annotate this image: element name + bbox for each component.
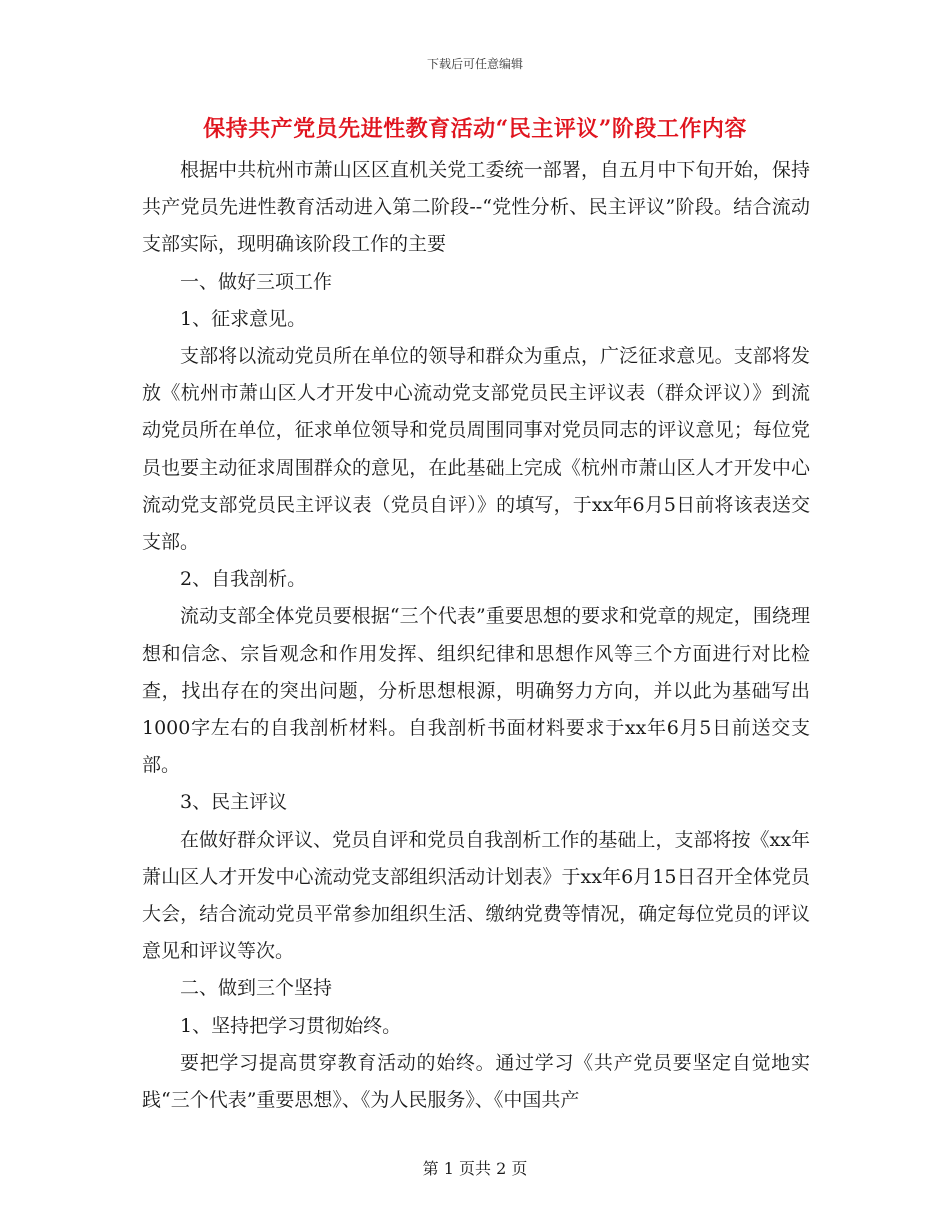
section-heading: 二、做到三个坚持 bbox=[180, 977, 333, 1000]
subsection-heading: 1、征求意见。 bbox=[180, 307, 307, 330]
page-footer: 第 1 页共 2 页 bbox=[422, 1159, 528, 1178]
paragraph: 支部将以流动党员所在单位的领导和群众为重点，广泛征求意见。支部将发放《杭州市萧山区人才开发中心流动党支部党员民主评议表（群众评议）》到流动党员所在单位，征求单位领导和党员周围同事对党员同志的评议意见；每位党员也要主动征求周围群众的意见，在此基础上完成《杭州市萧山区人才开发中心流动党支部党员民主评议表（党员自评）》的填写，于xx年6月5日前将该表送交支部。 bbox=[142, 345, 810, 554]
subsection-heading: 2、自我剖析。 bbox=[180, 568, 307, 591]
paragraph: 根据中共杭州市萧山区区直机关党工委统一部署，自五月中下旬开始，保持共产党员先进性教育活动进入第二阶段--“党性分析、民主评议”阶段。结合流动支部实际，现明确该阶段工作的主要 bbox=[142, 159, 810, 256]
subsection-heading: 3、民主评议 bbox=[180, 791, 288, 814]
paragraph: 要把学习提高贯穿教育活动的始终。通过学习《共产党员要坚定自觉地实践“三个代表”重要思想》、《为人民服务》、《中国共产 bbox=[142, 1051, 810, 1112]
document-body bbox=[142, 152, 810, 1119]
section-heading: 一、做好三项工作 bbox=[180, 270, 333, 293]
subsection-heading: 1、坚持把学习贯彻始终。 bbox=[180, 1014, 402, 1037]
header-note: 下载后可任意编辑 bbox=[426, 57, 523, 71]
paragraph: 在做好群众评议、党员自评和党员自我剖析工作的基础上，支部将按《xx年萧山区人才开发中心流动党支部组织活动计划表》于xx年6月15日召开全体党员大会，结合流动党员平常参加组织生活、缴纳党费等情况，确定每位党员的评议意见和评议等次。 bbox=[142, 828, 810, 963]
paragraph: 流动支部全体党员要根据“三个代表”重要思想的要求和党章的规定，围绕理想和信念、宗旨观念和作用发挥、组织纪律和思想作风等三个方面进行对比检查，找出存在的突出问题，分析思想根源，明确努力方向，并以此为基础写出1000字左右的自我剖析材料。自我剖析书面材料要求于xx年6月5日前送交支部。 bbox=[142, 605, 810, 777]
document-title: 保持共产党员先进性教育活动“民主评议”阶段工作内容 bbox=[203, 116, 747, 142]
